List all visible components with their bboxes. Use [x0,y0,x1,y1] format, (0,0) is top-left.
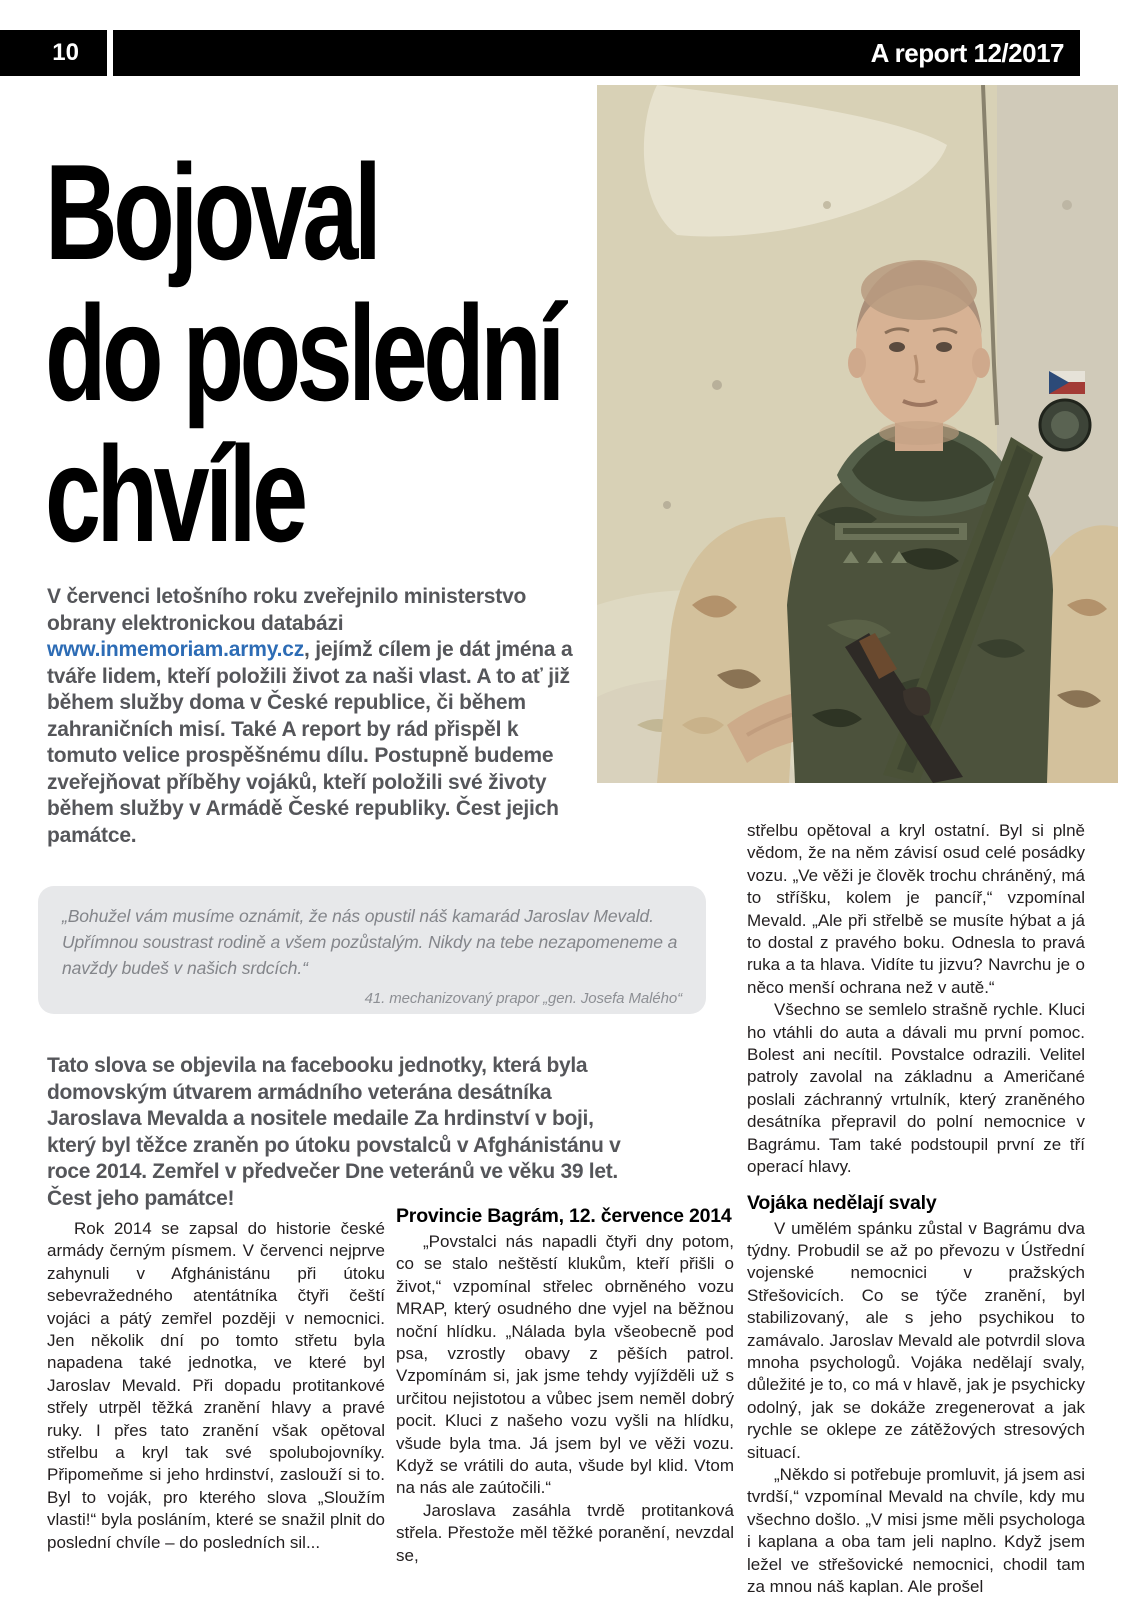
body-paragraph: „Někdo si potřebuje promluvit, já jsem asi tvrdší,“ vzpomínal Mevald na chvíle, kdy mu všechno došlo. „V misi jsme měli psychologa i kaplana a oba tam jeli naplno. Když jsem ležel ve střešovické nemocnici, chodil tam za mnou náš kaplan. Ale prošel [747,1464,1085,1596]
article-headline [45,136,561,570]
headline-line-1: Bojoval [45,136,378,288]
quote-box [38,886,706,1014]
body-column-3 [747,820,1085,1598]
headline-line-2: do poslední [45,277,561,429]
body-column-2 [396,1204,734,1567]
subheading-provincie-bagram: Provincie Bagrám, 12. července 2014 [396,1205,732,1227]
page-number-box [0,30,107,76]
lead-paragraph: Tato slova se objevila na facebooku jednotky, která byla domovským útvarem armádního veterána desátníka Jaroslava Mevalda a nositele medaile Za hrdinství v boji, který byl těžce zraněn po útoku povstalců v Afghánistánu v roce 2014. Zemřel v předvečer Dne veteránů ve věku 39 let. Čest jeho památce! [47,1054,621,1210]
issue-label: A report 12/2017 [870,37,1064,68]
headline-line-3: chvíle [45,418,304,570]
page-number: 10 [52,39,79,66]
body-paragraph: V umělém spánku zůstal v Bagrámu dva týdny. Probudil se až po převozu v Ústřední vojenské nemocnici v pražských Střešovicích. Co se týče zranění, byl stabilizovaný, ale s jeho psychikou to zamávalo. Jaroslav Mevald ale potvrdil slova mnoha psychologů. Vojáka nedělají svaly, důležité je to, co má v hlavě, jak je psychicky odolný, jak se dokáže zregenerovat a jak rychle se oklepe ze zátěžových stresových situací. [747,1218,1085,1462]
body-paragraph: „Povstalci nás napadli čtyři dny potom, co se stalo neštěstí klukům, kteří přišli o život,“ vzpomínal střelec obrněného vozu MRAP, který osudného dne vyjel na běžnou noční hlídku. „Nálada byla všeobecně pod psa, vzrostly obavy z pěších patrol. Vzpomínám si, jak jsme tehdy vyjížděli už s určitou nejistotou a vůbec jsem neměl dobrý pocit. Kluci z našeho vozu vyšli na hlídku, všude byla tma. Já jsem byl ve věži vozu. Když se vrátili do auta, všude byl klid. Vtom na nás ale zaútočili.“ [396,1232,734,1498]
intro-text-before: V červenci letošního roku zveřejnilo ministerstvo obrany elektronickou databázi [47,585,527,635]
intro-text-after: , jejímž cílem je dát jména a tváře lidem, kteří položili život za naši vlast. A to ať již během služby doma v České republice, či během zahraničních misí. Také A report by rád přispěl k tomuto velice prospěšnému dílu. Postupně budeme zveřejňovat příběhy vojáků, kteří položili své životy během služby v Armádě České republiky. Čest jejich památce. [47,638,573,847]
header-bar [113,30,1080,76]
body-paragraph: střelbu opětoval a kryl ostatní. Byl si plně vědom, že na něm závisí osud celé posádky vozu. „Ve věži je člověk trochu chráněný, má to stříšku, kolem je pancíř,“ vzpomínal Mevald. „Ale při střelbě se musíte hýbat a já to dostal z pravého boku. Odnesla to pravá ruka a ta hlava. Vidíte tu jizvu? Navrchu je o něco menší ochrana než v autě.“ [747,821,1085,997]
body-paragraph: Jaroslava zasáhla tvrdě protitanková střela. Přestože měl těžké poranění, nevzdal se, [396,1500,734,1565]
subheading-vojaka-nedelaji-svaly: Vojáka nedělají svaly [747,1191,937,1214]
soldier-illustration [597,85,1118,783]
body-paragraph: Všechno se semlelo strašně rychle. Kluci ho vtáhli do auta a dávali mu první pomoc. Bolest ani necítil. Povstalce odrazili. Velitel patroly zavolal na základnu a Američané poslali záchranný vrtulník, který zraněného desátníka přepravil do polní nemocnice v Bagrámu. Tam také podstoupil první ze tří operací hlavy. [747,1000,1085,1177]
article-photo [597,85,1118,783]
quote-text: „Bohužel vám musíme oznámit, že nás opustil náš kamarád Jaroslav Mevald. Upřímnou soustrast rodině a všem pozůstalým. Nikdy na tebe nezapomeneme a navždy budeš v našich srdcích.“ [62,906,678,978]
quote-attribution: 41. mechanizovaný prapor „gen. Josefa Malého“ [364,990,682,1007]
inmemoriam-link[interactable]: www.inmemoriam.army.cz [47,638,305,661]
body-column-1 [47,1218,385,1554]
intro-paragraph [47,584,579,849]
body-paragraph: Rok 2014 se zapsal do historie české armády černým písmem. V červenci nejprve zahynuli v Afghánistánu při útoku sebevražedného atentátníka čtyři čeští vojáci a pátý zemřel později v nemocnici. Jen několik dní po tomto střetu byla napadena také jednotka, ve které byl Jaroslav Mevald. Při dopadu protitankové střely utrpěl těžká zranění hlavy a pravé ruky. I přes tato zranění však opětoval střelbu a kryl tak své spolubojovníky. Připomeňme si jeho hrdinství, zaslouží si to. Byl to voják, pro kterého slova „Sloužím vlasti!“ byla posláním, které se snažil plnit do poslední chvíle – do posledních sil... [47,1219,385,1552]
